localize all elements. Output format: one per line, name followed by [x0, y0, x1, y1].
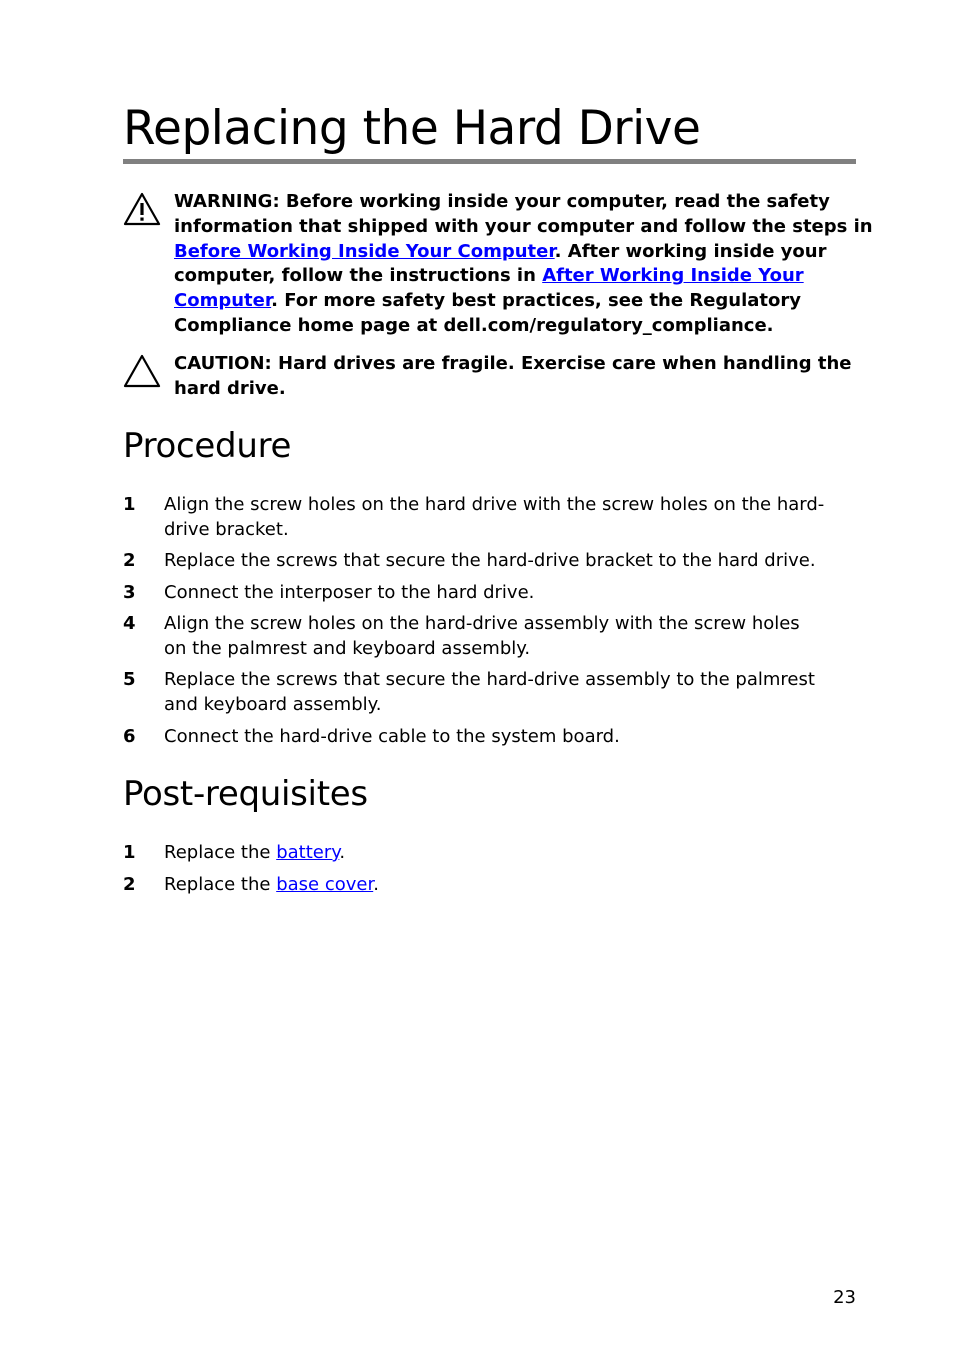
warning-line: Compliance home page at dell.com/regulatory_compliance. [174, 314, 774, 336]
step-number: 6 [123, 726, 136, 747]
procedure-heading: Procedure [123, 426, 292, 466]
step-number: 5 [123, 669, 136, 690]
caution-notice [123, 352, 856, 404]
warning-triangle-icon [123, 192, 161, 226]
step-number: 4 [123, 613, 136, 634]
warning-text [174, 190, 873, 339]
warning-line: computer, follow the instructions in After Working Inside Your [174, 265, 804, 287]
step-text: Connect the interposer to the hard drive. [164, 582, 535, 603]
page-title: Replacing the Hard Drive [123, 101, 701, 156]
step-text: Replace the screws that secure the hard-drive bracket to the hard drive. [164, 550, 816, 571]
step-text: Align the screw holes on the hard drive with the screw holes on the hard- drive bracket. [164, 494, 825, 540]
warning-line: Before Working Inside Your Computer. After working inside your [174, 240, 827, 262]
before-working-link[interactable]: Before Working Inside Your Computer [174, 240, 555, 262]
warning-line: Computer. For more safety best practices, see the Regulatory [174, 290, 801, 312]
warning-line: WARNING: Before working inside your computer, read the safety [174, 191, 830, 212]
step-number: 2 [123, 874, 136, 895]
warning-line: information that shipped with your computer and follow the steps in [174, 215, 873, 237]
caution-text [174, 352, 856, 402]
after-working-link[interactable]: After Working Inside Your [542, 265, 804, 287]
caution-line: hard drive. [174, 377, 286, 399]
postrequisites-heading: Post-requisites [123, 774, 368, 814]
title-underline [123, 159, 856, 164]
after-working-link-continued[interactable]: Computer [174, 290, 272, 312]
step-text: Connect the hard-drive cable to the system board. [164, 726, 620, 747]
base-cover-link[interactable]: base cover [276, 874, 374, 895]
step-number: 1 [123, 494, 136, 515]
step-text: Align the screw holes on the hard-drive assembly with the screw holes on the palmrest and keyboard assembly. [164, 613, 800, 659]
battery-link[interactable]: battery [276, 842, 340, 863]
page-number: 23 [833, 1287, 856, 1308]
caution-triangle-icon [123, 354, 161, 388]
step-number: 3 [123, 582, 136, 603]
step-number: 1 [123, 842, 136, 863]
caution-line: CAUTION: Hard drives are fragile. Exercise care when handling the [174, 353, 852, 374]
step-number: 2 [123, 550, 136, 571]
step-text: Replace the base cover. [164, 874, 379, 895]
warning-notice [123, 190, 873, 340]
step-text: Replace the battery. [164, 842, 346, 863]
step-text: Replace the screws that secure the hard-drive assembly to the palmrest and keyboard assembly. [164, 669, 815, 715]
